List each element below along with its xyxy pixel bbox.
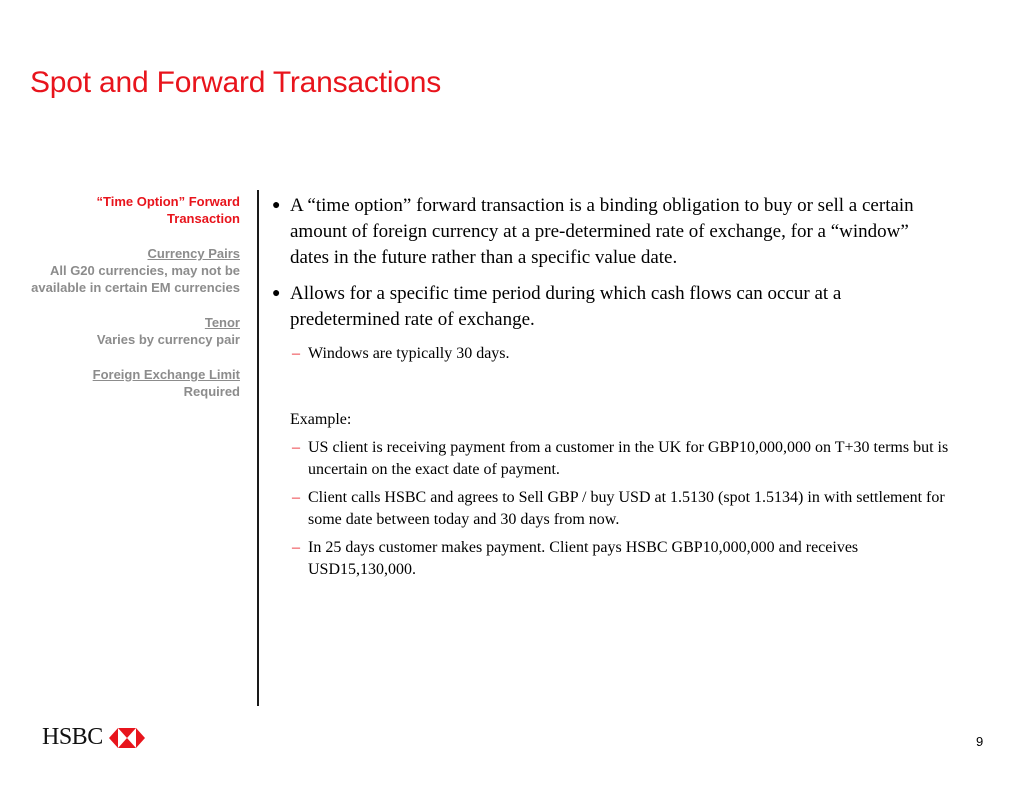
bullet-dot-icon: ● [272, 286, 281, 301]
dash-icon: – [292, 489, 300, 506]
bullet-text: Allows for a specific time period during which cash flows can occur at a predetermined rate of exchange. [290, 283, 842, 330]
example-item [272, 537, 952, 581]
logo-text: HSBC [42, 724, 103, 750]
sub-item [272, 343, 952, 365]
tenor-link[interactable]: Tenor [204, 315, 240, 330]
sidebar-heading: “Time Option” Forward Transaction [96, 194, 240, 226]
currency-pairs-block [30, 245, 240, 296]
hsbc-hexagon-icon [109, 728, 145, 748]
dash-icon: – [292, 345, 300, 362]
bullet-item [272, 281, 952, 333]
slide-title: Spot and Forward Transactions [30, 66, 442, 99]
vertical-divider [257, 190, 259, 706]
hsbc-logo [42, 724, 145, 751]
example-item [272, 487, 952, 531]
example-item-text: Client calls HSBC and agrees to Sell GBP / buy USD at 1.5130 (spot 1.5134) in with settlement for some date between today and 30 days from now. [308, 489, 945, 528]
dash-icon: – [292, 539, 300, 556]
example-item-text: In 25 days customer makes payment. Client pays HSBC GBP10,000,000 and receives USD15,130,000. [308, 539, 859, 578]
bullet-text: A “time option” forward transaction is a binding obligation to buy or sell a certain amount of foreign currency at a pre-determined rate of exchange, for a “window” dates in the future rather than a specific value date. [290, 195, 914, 268]
bullet-dot-icon: ● [272, 198, 281, 213]
fx-limit-link[interactable]: Foreign Exchange Limit [92, 367, 240, 382]
sidebar [30, 193, 240, 418]
fx-limit-block [30, 366, 240, 400]
fx-limit-value: Required [183, 384, 240, 399]
bullet-item [272, 193, 952, 271]
page-number: 9 [976, 734, 984, 749]
example-item [272, 437, 952, 481]
tenor-value: Varies by currency pair [96, 332, 240, 347]
currency-pairs-link[interactable]: Currency Pairs [147, 246, 240, 261]
sub-item-text: Windows are typically 30 days. [308, 345, 510, 362]
dash-icon: – [292, 439, 300, 456]
currency-pairs-value: All G20 currencies, may not be available in certain EM currencies [31, 263, 240, 295]
example-label: Example: [290, 411, 352, 428]
sidebar-heading-block [30, 193, 240, 227]
tenor-block [30, 314, 240, 348]
example-item-text: US client is receiving payment from a customer in the UK for GBP10,000,000 on T+30 terms but is uncertain on the exact date of payment. [308, 439, 949, 478]
main-content [272, 193, 952, 587]
